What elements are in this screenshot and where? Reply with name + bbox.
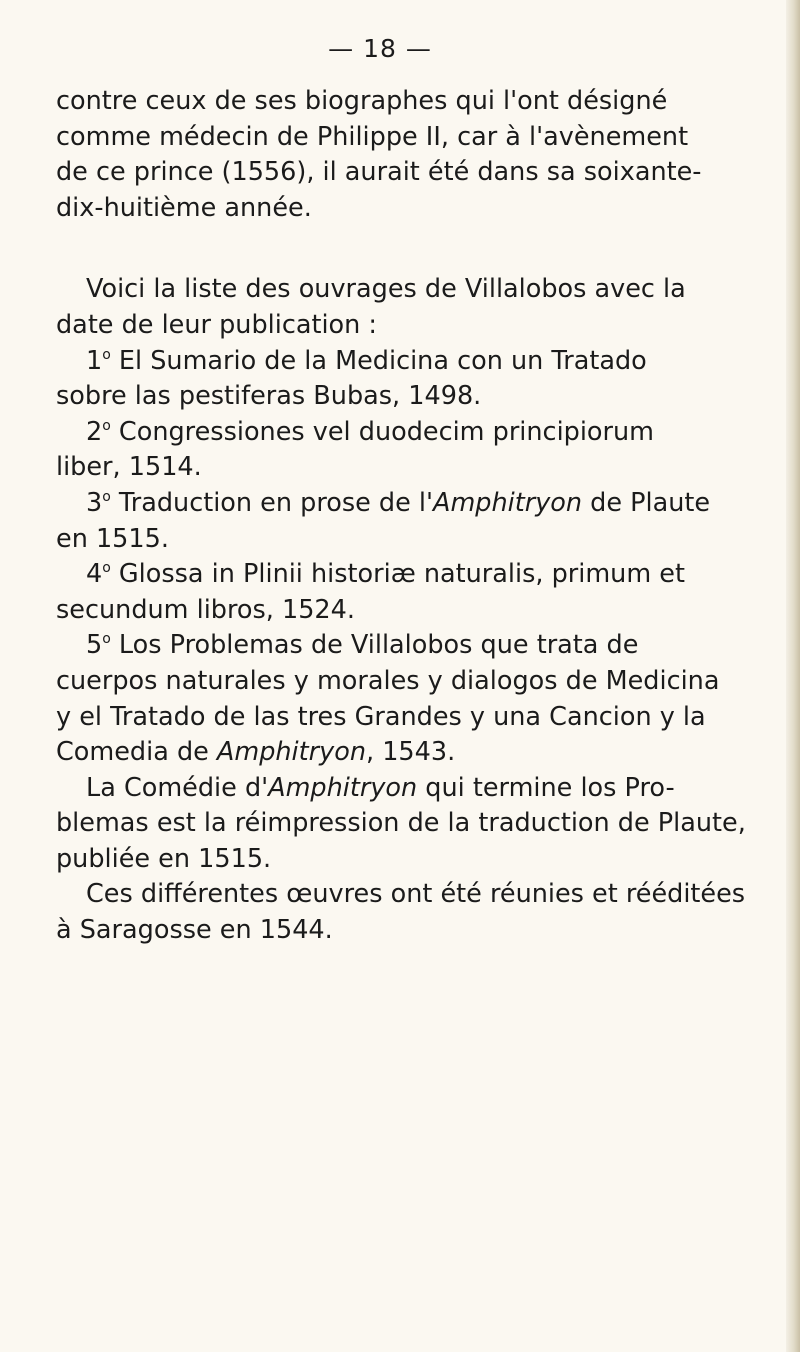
work-title-italic: Amphitryon	[433, 487, 583, 518]
text-line: de ce prince (1556), il aurait été dans sa soixante-	[56, 157, 702, 188]
item-text: El Sumario de la Medicina con un Tratado	[110, 345, 647, 376]
closing-text: à Saragosse en 1544.	[56, 915, 333, 946]
list-intro-line: Voici la liste des ouvrages de Villalobos avec la	[86, 274, 686, 305]
item-text: Traduction en prose de l'	[110, 487, 433, 518]
list-item	[56, 415, 742, 486]
list-item	[56, 557, 742, 628]
intro-paragraph	[56, 84, 742, 226]
item-text: Congressiones vel duodecim principiorum	[110, 416, 655, 447]
list-intro-line: date de leur publication :	[56, 309, 378, 340]
work-title-italic: Amphitryon	[268, 772, 418, 803]
item-number: 2	[86, 416, 103, 447]
item-text: liber, 1514.	[56, 452, 202, 483]
item-text: y el Tratado de las tres Grandes y una Cancion y la	[56, 701, 706, 732]
item-number: 4	[86, 559, 103, 590]
item-text: secundum libros, 1524.	[56, 594, 355, 625]
closing-text: Ces différentes œuvres ont été réunies et rééditées	[86, 879, 746, 910]
page-body	[56, 84, 746, 949]
list-item	[56, 344, 742, 415]
note-text: qui termine los Pro-	[417, 772, 675, 803]
note-text: publiée en 1515.	[56, 843, 272, 874]
item-text: de Plaute	[582, 487, 711, 518]
note-paragraph	[56, 771, 746, 878]
item-ordinal-mark: o	[102, 489, 111, 506]
closing-paragraph	[56, 877, 746, 948]
item-text: Glossa in Plinii historiæ naturalis, primum et	[110, 559, 685, 590]
work-title-italic: Amphitryon	[216, 737, 366, 768]
item-text: , 1543.	[365, 737, 456, 768]
note-text: blemas est la réimpression de la traduction de Plaute,	[56, 808, 746, 839]
item-text: Los Problemas de Villalobos que trata de	[110, 630, 639, 661]
text-line: contre ceux de ses biographes qui l'ont désigné	[56, 86, 668, 116]
item-ordinal-mark: o	[102, 346, 111, 363]
item-text: Comedia de	[56, 737, 217, 768]
note-text: La Comédie d'	[86, 772, 269, 803]
list-item	[56, 486, 742, 557]
page-number: — 18 —	[328, 34, 432, 63]
item-ordinal-mark: o	[102, 560, 111, 577]
item-text: sobre las pestiferas Bubas, 1498.	[56, 381, 482, 412]
item-ordinal-mark: o	[102, 631, 111, 648]
item-text: cuerpos naturales y morales y dialogos de Medicina	[56, 665, 720, 696]
text-line: dix-huitième année.	[56, 192, 312, 223]
item-number: 3	[86, 487, 103, 518]
page-edge-shadow	[786, 0, 800, 1352]
list-item	[56, 628, 742, 770]
item-number: 5	[86, 630, 103, 661]
item-number: 1	[86, 345, 103, 376]
item-ordinal-mark: o	[102, 417, 111, 434]
text-line: comme médecin de Philippe II, car à l'avènement	[56, 121, 689, 152]
item-text: en 1515.	[56, 523, 169, 554]
works-list	[56, 272, 742, 770]
